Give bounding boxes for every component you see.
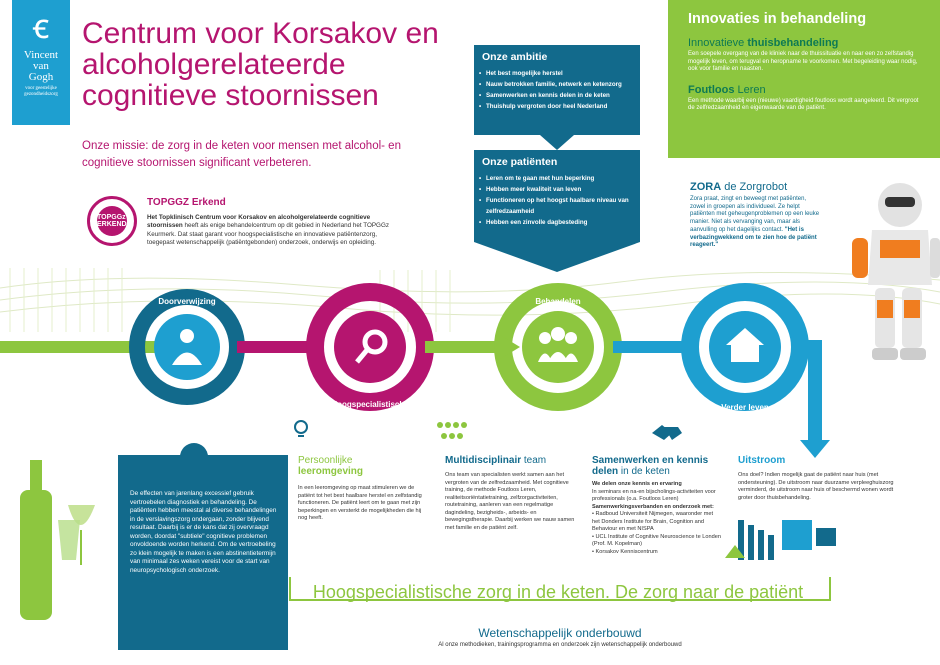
zora-bold: ZORA: [690, 181, 722, 193]
logo-mark-icon: ꞓ: [32, 9, 50, 46]
slogan: Hoogspecialistische zorg in de keten. De zorg naar de patiënt: [312, 582, 804, 602]
ambitie-box: [474, 45, 640, 135]
leer-text: In een leeromgeving op maat stimuleren we de patiënt tot het best haalbare herstel en zelfstandig functioneren. De patiënt leert om te gaan met zijn beperkingen en versterkt de mogelijkheden die hij nog heeft.: [298, 485, 422, 521]
multi-h-bold: Multidisciplinair: [445, 455, 522, 466]
topggz-badge: [87, 196, 137, 246]
effecten-box: [118, 455, 288, 650]
multidisciplinair-column: [445, 455, 580, 532]
uit-heading: Uitstroom: [738, 455, 786, 466]
list-item: • UCL Institute of Cognitive Neuroscience te Londen (Prof. M. Kopelman): [592, 533, 721, 547]
logo-line-1: Vincent: [23, 49, 59, 61]
foutloos-heading: [668, 74, 940, 96]
list-item: • Functioneren op het hoogst haalbare niveau van zelfredzaamheid: [486, 195, 632, 217]
list-item: • Thuishulp vergroten door heel Nederland: [486, 101, 632, 112]
step-doorverwijzing: Doorverwijzing: [158, 297, 216, 306]
wetenschap-heading: Wetenschappelijk onderbouwd: [478, 626, 642, 640]
innovaties-panel: [668, 0, 940, 158]
leer-h2: leeromgeving: [298, 466, 364, 477]
foutloos-text: Een methode waarbij een (nieuwe) vaardigheid foutloos wordt aangeleerd. Dit vergroot de zelfredzaamheid en eigenwaarde van de patiënt.: [688, 97, 919, 111]
zora-rest: de Zorgrobot: [721, 181, 788, 193]
list-item: • Leren om te gaan met hun beperking: [486, 173, 632, 184]
list-item: • Het best mogelijke herstel: [486, 68, 632, 79]
list-item: • Samenwerken en kennis delen in de keten: [486, 90, 632, 101]
uit-text: Ons doel? Indien mogelijk gaat de patiënt naar huis (met ondersteuning). De uitstroom naar duurzame verpleeghuiszorg verminderd, de uitstroom naar huis of beschermd wonen wordt groter door thuisbehandeling.: [738, 472, 894, 501]
topggz-heading: TOPGGZ Erkend: [147, 197, 226, 208]
samen-item-3: Korsakov Kenniscentrum: [595, 548, 658, 555]
step-behandelen: Behandelen: [535, 297, 581, 306]
list-item: • Korsakov Kenniscentrum: [592, 548, 658, 555]
patienten-heading: Onze patiënten: [482, 156, 558, 168]
zora-quote: "Het is verbazingwekkend om te zien hoe de patiënt reageert.": [690, 226, 817, 249]
samen-h-rest: in de keten: [618, 466, 670, 477]
patienten-list: [474, 171, 640, 228]
samen-item-2: UCL Institute of Cognitive Neuroscience te Londen (Prof. M. Kopelman): [592, 533, 721, 547]
samen-intro: In seminars en na-en bijscholings-activiteiten voor professionals (o.a. Foutloos Leren): [592, 488, 716, 502]
effecten-text: De effecten van jarenlang excessief gebruik vertroebelen diagnostiek en behandeling. De patiënten hebben meestal al diverse behandelingen in de verslavingszorg ondergaan, zonder blijvend resultaat. Daarbij is er de kans dat zij overvraagd worden, doordat "subtiele" cognitieve problemen onvoldoende worden herkend. Om de vertroebeling zo klein mogelijk te maken is een abstinentietermijn van minimaal zes weken vereist voor de start van neuropsychologisch onderzoek.: [130, 490, 277, 574]
zora-heading: [690, 181, 787, 193]
logo-subtitle: voor geestelijke gezondheidszorg: [24, 86, 58, 97]
samen-intro-bold: We delen onze kennis en ervaring: [592, 481, 682, 487]
innovaties-heading: Innovaties in behandeling: [688, 11, 867, 27]
samen-h-bold: Samenwerken en kennis delen: [592, 455, 709, 477]
topggz-text-rest: heeft als enige behandelcentrum op dit gebied in Nederland het TOPGGz Keurmerk. Dat staat garant voor hoogspecialistische en innovatieve patiëntenzorg, toegepast wetenschappelijk (patiëntgebonden) onderzoek, onderwijs en opleiding.: [147, 222, 390, 247]
wetenschap-text: Al onze methodieken, trainingsprogramma en onderzoek zijn wetenschappelijk onderbouwd: [438, 642, 682, 648]
list-item: • Hebben een zinvolle dagbesteding: [486, 217, 632, 228]
zora-desc: Zora praat, zingt en beweegt met patiënten, zowel in groepen als individueel. Ze helpt patiënten met geheugenproblemen op een leuke manier. Niet als vervanging van, maar als aanvulling op het dagelijks contact.: [690, 196, 820, 233]
logo-line-3: Gogh: [28, 71, 54, 83]
logo-line-2: van: [33, 60, 49, 72]
vincent-van-gogh-logo: [12, 0, 70, 125]
step-verder-leven: Verder leven: [721, 403, 769, 412]
leer-h1: Persoonlijke: [298, 455, 353, 466]
list-item: • Radboud Universiteit Nijmegen, waaronder met het Donders Institute for Brain, Cognition and Behaviour en met NISPA: [592, 511, 714, 532]
multi-heading: [445, 455, 580, 466]
samenwerken-column: [592, 455, 722, 556]
step-diagnostiek: Hoogspecialistische diagnostiek: [331, 400, 409, 418]
patienten-box: [474, 150, 640, 242]
list-item: • Hebben meer kwaliteit van leven: [486, 184, 632, 195]
mission-statement: Onze missie: de zorg in de keten voor mensen met alcohol- en cognitieve stoornissen significant verbeteren.: [82, 140, 401, 169]
foutloos-bold: Foutloos: [688, 83, 735, 96]
samen-heading: [592, 455, 722, 477]
topggz-text: [147, 214, 402, 248]
multi-text: Ons team van specialisten werkt samen aan het vergroten van de zelfredzaamheid. Met cognitieve training, de methode Foutloos Leren, realiteitsoriëntatietraining, zelfzorgactiviteiten, routetraining, aanleren van een regelmatige dagindeling, bezigheids-, arbeids- en bewegingstherapie. Daarbij werken we nauw samen met familie en de patiënt zelf.: [445, 472, 575, 531]
foutloos-post: Leren: [734, 83, 766, 96]
uitstroom-column: [738, 455, 898, 502]
thuisbehandeling-text: Een soepele overgang van de kliniek naar de thuissituatie en naar een zo zelfstandig mogelijk leven, om terugval en heropname te voorkomen. Met begeleiding waar nodig, ook voor familie en naasten.: [688, 51, 918, 72]
zora-text: [690, 196, 820, 250]
ambitie-heading: Onze ambitie: [482, 51, 548, 63]
thuisbehandeling-heading: [668, 27, 940, 49]
topggz-badge-label: TOPGGz ERKEND: [97, 206, 127, 236]
thuis-pre: Innovatieve: [688, 37, 748, 49]
topggz-text-bold: Het Topklinisch Centrum voor Korsakov en alcoholgerelateerde cognitieve stoornissen: [147, 214, 371, 230]
thuis-bold: thuisbehandeling: [747, 37, 839, 49]
list-item: • Nauw betrokken familie, netwerk en ketenzorg: [486, 79, 632, 90]
leeromgeving-column: [298, 455, 428, 523]
multi-h-rest: team: [521, 455, 547, 466]
ambitie-list: [474, 66, 640, 112]
page-title: Centrum voor Korsakov en alcoholgerelateerde cognitieve stoornissen: [82, 17, 439, 112]
samen-list-head: Samenwerkingsverbanden en onderzoek met:: [592, 503, 714, 510]
samen-item-1: Radboud Universiteit Nijmegen, waaronder met het Donders Institute for Brain, Cognition and Behaviour en met NISPA: [592, 511, 714, 532]
